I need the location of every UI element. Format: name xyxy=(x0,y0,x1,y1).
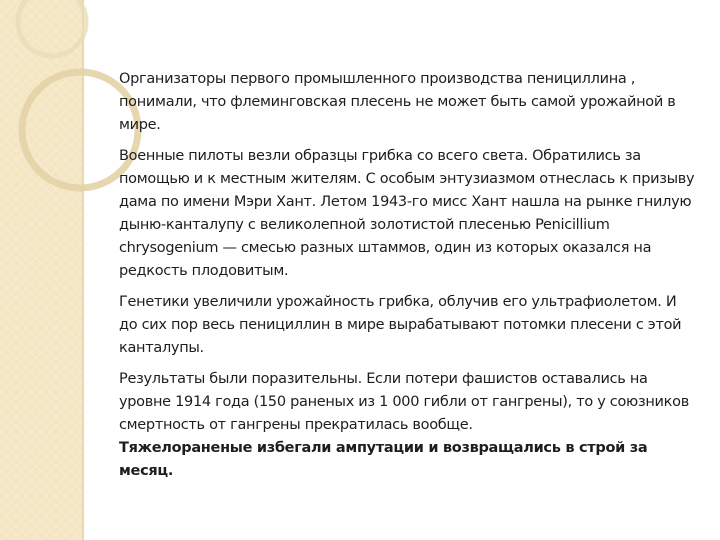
paragraph-genetics: Генетики увеличили урожайность грибка, облучив его ультрафиолетом. И до сих пор весь пенициллин в мире вырабатывают потомки плесени с этой канталупы. xyxy=(119,294,682,356)
slide-body-text xyxy=(119,68,699,491)
results-text: Результаты были поразительны. Если потери фашистов оставались на уровне 1914 года (150 раненых из 1 000 гибли от гангрены), то у союзников смертность от гангрены прекратилась вообще. xyxy=(119,371,689,433)
results-bold-conclusion: Тяжелораненые избегали ампутации и возвращались в строй за месяц. xyxy=(119,440,648,479)
paragraph-pilots: Военные пилоты везли образцы грибка со всего света. Обратились за помощью и к местным жителям. С особым энтузиазмом отнеслась к призыву дама по имени Мэри Хант. Летом 1943-го мисс Хант нашла на рынке гнилую дыню-канталупу с великолепной золотистой плесенью Penicillium chrysogenium — смесью разных штаммов, один из которых оказался на редкость плодовитым. xyxy=(119,148,695,279)
decorative-ring-small xyxy=(18,0,86,56)
paragraph-organizers: Организаторы первого промышленного производства пенициллина , понимали, что флеминговская плесень не может быть самой урожайной в мире. xyxy=(119,71,676,133)
paragraph-results xyxy=(119,368,699,483)
